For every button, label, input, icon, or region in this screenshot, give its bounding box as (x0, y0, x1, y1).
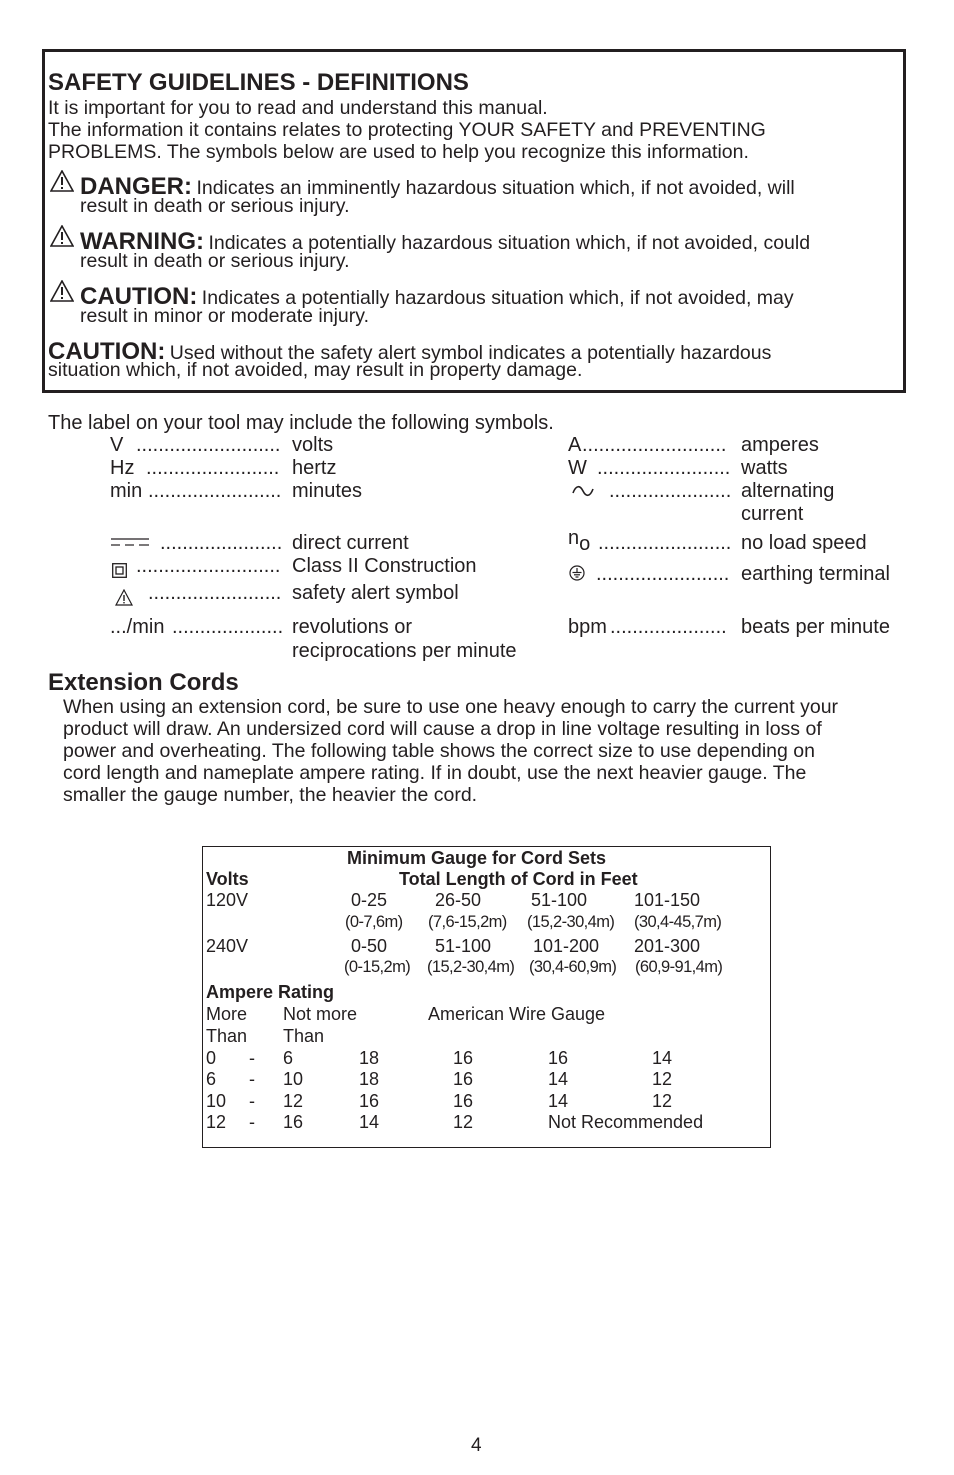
gauge-table (202, 846, 771, 1148)
symbol-label: V (110, 434, 124, 456)
alternating-current-icon (572, 485, 594, 497)
amp-dash: - (249, 1069, 255, 1089)
volts-240: 240V (206, 936, 249, 956)
symbol-per-minute: .../min (110, 616, 165, 638)
amp-to: 6 (283, 1048, 294, 1068)
danger-text-line-1: Indicates an imminently hazardous situation which, if not avoided, will (196, 177, 795, 199)
gauge-value: 14 (652, 1048, 673, 1068)
gauge-value: 14 (548, 1091, 569, 1111)
symbol-meaning: direct current (292, 532, 409, 554)
danger-text-line-2: result in death or serious injury. (80, 195, 350, 217)
not-more-than-header-line-1: Not more (283, 1004, 358, 1024)
symbol-dots: .......................... (136, 434, 281, 456)
metric-range: (30,4-60,9m) (529, 958, 617, 976)
metric-range: (15,2-30,4m) (427, 958, 515, 976)
caution-signal-word: CAUTION: (80, 283, 198, 310)
danger-signal-word: DANGER: (80, 173, 192, 200)
ampere-rating-header: Ampere Rating (206, 982, 335, 1002)
warning-text-line-2: result in death or serious injury. (80, 250, 350, 272)
warning-triangle-icon (50, 280, 74, 302)
gauge-value: 14 (359, 1112, 380, 1132)
not-more-than-header-line-2: Than (283, 1026, 325, 1046)
gauge-value: 16 (453, 1091, 474, 1111)
symbol-dots: ........................ (148, 582, 282, 604)
symbol-dots: .......................... (582, 434, 727, 456)
metric-range: (7,6-15,2m) (428, 913, 507, 931)
length-range: 101-200 (533, 936, 600, 956)
extension-paragraph-line-3: power and overheating. The following table shows the correct size to use depending on (63, 740, 815, 762)
warning-triangle-icon (50, 225, 74, 247)
amp-from: 10 (206, 1091, 227, 1111)
symbol-dots: ........................ (597, 457, 731, 479)
gauge-not-recommended: Not Recommended (548, 1112, 704, 1132)
gauge-value: 16 (453, 1069, 474, 1089)
symbol-minutes: min (110, 480, 143, 502)
symbol-dots: ...................... (609, 480, 732, 502)
amp-from: 12 (206, 1112, 227, 1132)
metric-range: (0-15,2m) (344, 958, 411, 976)
safety-intro-line-1: It is important for you to read and understand this manual. (48, 97, 548, 119)
warning-text-line-1: Indicates a potentially hazardous situation which, if not avoided, could (208, 232, 811, 254)
caution-text-line-1: Indicates a potentially hazardous situation which, if not avoided, may (201, 287, 794, 309)
symbol-n: n (568, 527, 580, 549)
symbol-meaning: minutes (292, 480, 363, 502)
extension-cords-heading: Extension Cords (48, 669, 239, 696)
extension-paragraph-line-5: smaller the gauge number, the heavier the cord. (63, 784, 478, 806)
class-ii-icon (112, 563, 127, 578)
safety-alert-icon (115, 589, 133, 606)
gauge-value: 18 (359, 1048, 380, 1068)
symbol-meaning: hertz (292, 457, 337, 479)
gauge-value: 12 (652, 1069, 673, 1089)
safety-title: SAFETY GUIDELINES - DEFINITIONS (48, 69, 469, 96)
symbol-meaning: no load speed (741, 532, 867, 554)
length-range: 0-25 (351, 890, 388, 910)
gauge-value: 16 (548, 1048, 569, 1068)
symbol-meaning: revolutions or (292, 616, 413, 638)
earthing-terminal-icon (569, 565, 585, 581)
gauge-value: 12 (453, 1112, 474, 1132)
symbol-dots: ........................ (596, 563, 730, 585)
symbol-hertz: Hz (110, 457, 135, 479)
gauge-value: 16 (359, 1091, 380, 1111)
more-than-header-line-1: More (206, 1004, 248, 1024)
length-range: 51-100 (435, 936, 492, 956)
volts-header: Volts (206, 869, 249, 889)
table-title: Minimum Gauge for Cord Sets (347, 848, 607, 868)
length-range: 0-50 (351, 936, 388, 956)
length-header: Total Length of Cord in Feet (399, 869, 638, 889)
metric-range: (60,9-91,4m) (635, 958, 723, 976)
extension-paragraph-line-2: product will draw. An undersized cord will cause a drop in line voltage resulting in loss of (63, 718, 822, 740)
length-range: 201-300 (634, 936, 701, 956)
amp-from: 0 (206, 1048, 217, 1068)
gauge-value: 16 (453, 1048, 474, 1068)
more-than-header-line-2: Than (206, 1026, 248, 1046)
symbol-no-load-speed (568, 527, 591, 555)
symbol-dots: ........................ (598, 532, 732, 554)
amp-dash: - (249, 1091, 255, 1111)
metric-range: (15,2-30,4m) (527, 913, 615, 931)
amp-from: 6 (206, 1069, 217, 1089)
symbol-meaning: Class II Construction (292, 555, 477, 577)
direct-current-icon (111, 537, 151, 547)
metric-range: (0-7,6m) (345, 913, 403, 931)
warning-triangle-icon (50, 170, 74, 192)
extension-paragraph-line-4: cord length and nameplate ampere rating. If in doubt, use the next heavier gauge. The (63, 762, 807, 784)
gauge-value: 18 (359, 1069, 380, 1089)
caution-property-signal-word: CAUTION: (48, 338, 166, 365)
length-range: 101-150 (634, 890, 701, 910)
symbols-intro: The label on your tool may include the following symbols. (48, 412, 554, 434)
symbol-amperes: A (568, 434, 582, 456)
symbol-watts: W (568, 457, 587, 479)
symbol-meaning: watts (741, 457, 788, 479)
metric-range: (30,4-45,7m) (634, 913, 722, 931)
caution-property-text-line-2: situation which, if not avoided, may result in property damage. (48, 359, 583, 381)
amp-dash: - (249, 1048, 255, 1068)
symbol-dots: .......................... (136, 555, 281, 577)
amp-to: 16 (283, 1112, 304, 1132)
gauge-value: 14 (548, 1069, 569, 1089)
symbol-meaning: amperes (741, 434, 819, 456)
amp-dash: - (249, 1112, 255, 1132)
length-range: 26-50 (435, 890, 482, 910)
symbol-meaning: beats per minute (741, 616, 890, 638)
safety-intro-line-2: The information it contains relates to protecting YOUR SAFETY and PREVENTING (48, 119, 766, 141)
caution-text-line-2: result in minor or moderate injury. (80, 305, 369, 327)
symbol-volts (110, 434, 123, 457)
awg-header: American Wire Gauge (428, 1004, 606, 1024)
symbol-bpm: bpm (568, 616, 607, 638)
caution-property-text-line-1: Used without the safety alert symbol indicates a potentially hazardous (169, 342, 772, 364)
page-number: 4 (471, 1435, 482, 1456)
safety-intro-line-3: PROBLEMS. The symbols below are used to help you recognize this information. (48, 141, 749, 163)
symbol-meaning: volts (292, 434, 334, 456)
amp-to: 12 (283, 1091, 304, 1111)
symbol-meaning: earthing terminal (741, 563, 890, 585)
symbol-dots: ........................ (148, 480, 282, 502)
symbol-meaning-line-2: reciprocations per minute (292, 640, 517, 662)
extension-paragraph-line-1: When using an extension cord, be sure to use one heavy enough to carry the current your (63, 696, 839, 718)
symbol-o: o (579, 533, 591, 555)
amp-to: 10 (283, 1069, 304, 1089)
symbol-dots: ...................... (160, 532, 283, 554)
volts-120: 120V (206, 890, 249, 910)
symbol-dots: ..................... (610, 616, 727, 638)
warning-signal-word: WARNING: (80, 228, 204, 255)
symbol-dots: ........................ (146, 457, 280, 479)
length-range: 51-100 (531, 890, 588, 910)
gauge-value: 12 (652, 1091, 673, 1111)
symbol-meaning-line-2: current (741, 503, 804, 525)
symbol-dots: .................... (172, 616, 284, 638)
symbol-meaning: safety alert symbol (292, 582, 459, 604)
symbol-meaning: alternating (741, 480, 835, 502)
